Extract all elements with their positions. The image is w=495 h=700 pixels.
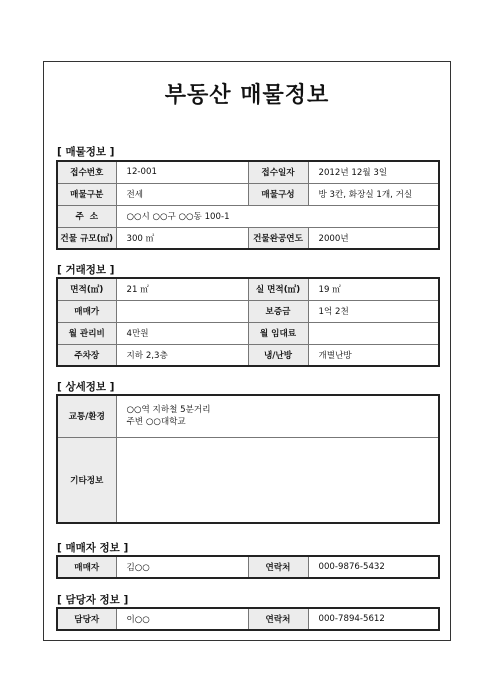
agent-phone-label: 연락처 xyxy=(248,608,308,630)
section-title-property: [ 매물정보 ] xyxy=(57,146,115,158)
document-title: 부동산 매물정보 xyxy=(164,83,330,108)
agent-name-value: 이○○ xyxy=(116,608,248,630)
deposit-label: 보증금 xyxy=(248,300,308,322)
built-year-value: 2000년 xyxy=(308,227,439,249)
monthly-rent-label: 월 임대료 xyxy=(248,322,308,344)
receipt-date-label: 접수일자 xyxy=(248,161,308,183)
management-fee-label: 월 관리비 xyxy=(57,322,116,344)
address-value: ○○시 ○○구 ○○동 100-1 xyxy=(116,205,439,227)
deal-table xyxy=(56,277,440,367)
seller-name-value: 김○○ xyxy=(116,556,248,578)
sale-price-value xyxy=(116,300,248,322)
section-title-deal: [ 거래정보 ] xyxy=(57,264,115,276)
seller-phone-label: 연락처 xyxy=(248,556,308,578)
transport-line-1: ○○역 지하철 5분거리 xyxy=(126,405,211,416)
address-label xyxy=(57,205,116,227)
monthly-rent-value xyxy=(308,322,439,344)
receipt-no-value: 12-001 xyxy=(116,161,248,183)
hvac-label: 냉/난방 xyxy=(248,344,308,366)
table-row xyxy=(57,322,439,344)
address-label-text: 주 소 xyxy=(75,212,99,222)
sale-price-label: 매매가 xyxy=(57,300,116,322)
receipt-date-value: 2012년 12월 3일 xyxy=(308,161,439,183)
section-title-agent: [ 담당자 정보 ] xyxy=(57,594,129,606)
agent-phone-value: 000-7894-5612 xyxy=(308,608,439,630)
section-title-seller: [ 매매자 정보 ] xyxy=(57,542,129,554)
table-row xyxy=(57,300,439,322)
seller-name-label: 매매자 xyxy=(57,556,116,578)
seller-table xyxy=(56,555,440,579)
transport-line-2: 주변 ○○대학교 xyxy=(126,417,186,428)
building-size-label: 건물 규모(㎡) xyxy=(57,227,116,249)
property-layout-value: 방 3칸, 화장실 1개, 거실 xyxy=(308,183,439,205)
table-row xyxy=(57,437,439,523)
table-row xyxy=(57,183,439,205)
real-area-value: 19 ㎡ xyxy=(308,278,439,300)
agent-table xyxy=(56,607,440,631)
table-row xyxy=(57,227,439,249)
transport-value xyxy=(116,395,439,437)
table-row xyxy=(57,205,439,227)
property-type-label: 매물구분 xyxy=(57,183,116,205)
building-size-value: 300 ㎡ xyxy=(116,227,248,249)
deposit-value: 1억 2천 xyxy=(308,300,439,322)
table-row xyxy=(57,395,439,437)
property-table xyxy=(56,160,440,250)
property-layout-label: 매물구성 xyxy=(248,183,308,205)
seller-phone-value: 000-9876-5432 xyxy=(308,556,439,578)
receipt-no-label: 접수번호 xyxy=(57,161,116,183)
parking-label: 주차장 xyxy=(57,344,116,366)
area-value: 21 ㎡ xyxy=(116,278,248,300)
table-row xyxy=(57,278,439,300)
table-row xyxy=(57,161,439,183)
table-row xyxy=(57,344,439,366)
section-title-detail: [ 상세정보 ] xyxy=(57,381,115,393)
built-year-label: 건물완공연도 xyxy=(248,227,308,249)
table-row xyxy=(57,608,439,630)
management-fee-value: 4만원 xyxy=(116,322,248,344)
real-area-label: 실 면적(㎡) xyxy=(248,278,308,300)
transport-label: 교통/환경 xyxy=(57,395,116,437)
detail-table xyxy=(56,394,440,524)
etc-info-label: 기타정보 xyxy=(57,437,116,523)
property-type-value: 전세 xyxy=(116,183,248,205)
hvac-value: 개별난방 xyxy=(308,344,439,366)
table-row xyxy=(57,556,439,578)
parking-value: 지하 2,3층 xyxy=(116,344,248,366)
agent-name-label: 담당자 xyxy=(57,608,116,630)
etc-info-value xyxy=(116,437,439,523)
area-label: 면적(㎡) xyxy=(57,278,116,300)
